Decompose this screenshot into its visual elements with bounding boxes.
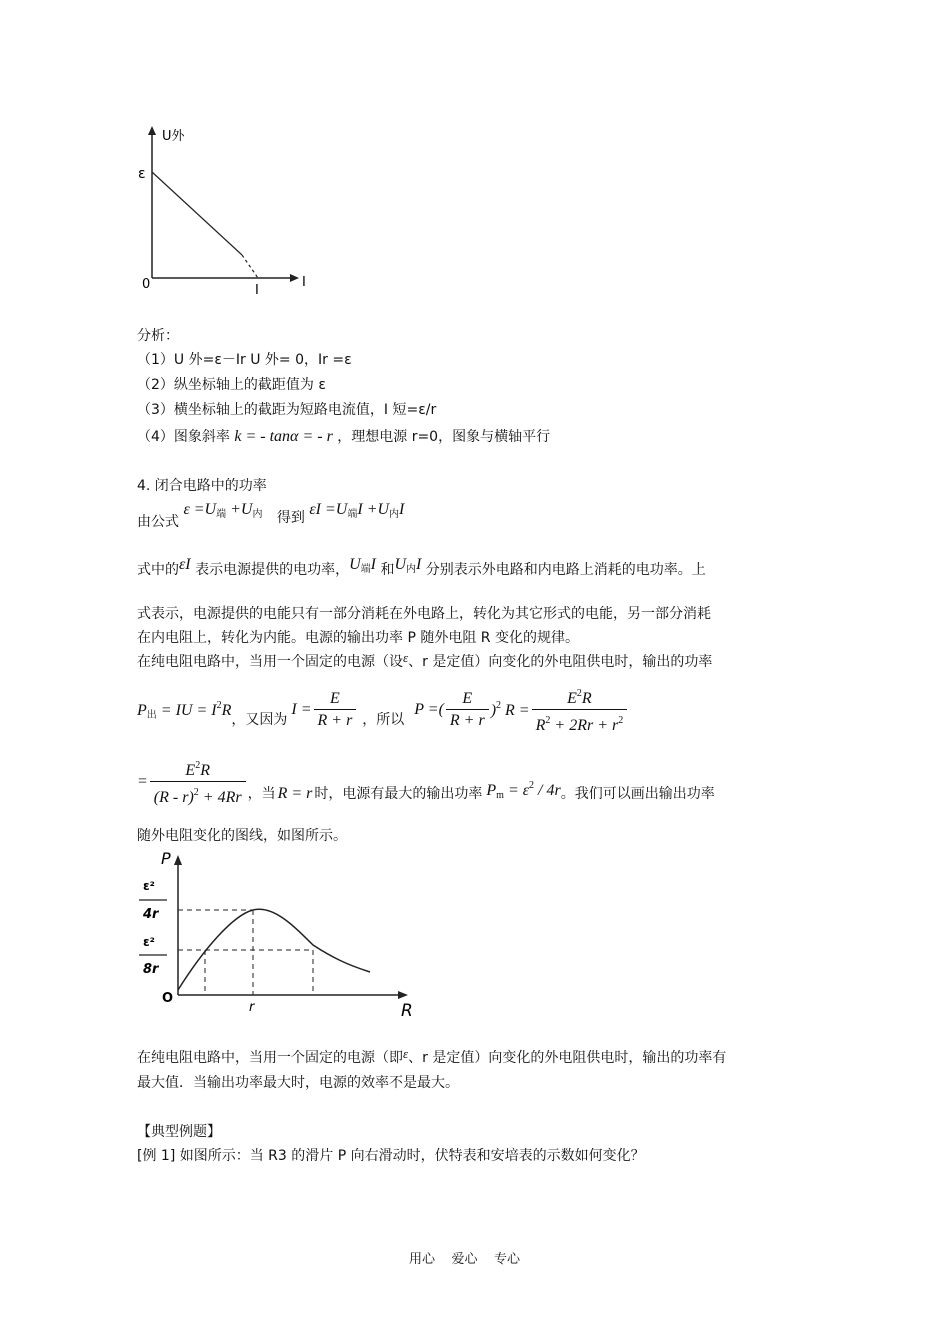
analysis-item-1: （1）U 外=ε－Ir U 外= 0，Ir =ε [137, 352, 352, 368]
eq-power-mid: )$^2$ R = [490, 700, 530, 719]
emf-current-symbol: εI [179, 556, 191, 573]
para1-line1 [137, 556, 706, 585]
eq-r-equals: R = r [277, 785, 313, 802]
para2-prefix: 在纯电阻电路中，当用一个固定的电源（设 [137, 654, 403, 670]
internal-power-symbol: $U_内I$ [394, 556, 422, 575]
analysis-item-4-suffix: ，理想电源 r=0，图象与横轴平行 [337, 429, 551, 445]
para3-suffix: 、r 是定值）向变化的外电阻供电时，输出的功率有 [408, 1050, 727, 1066]
p-axis-label: P [161, 850, 171, 868]
para3-line1 [137, 1048, 726, 1068]
origin-label: 0 [142, 277, 151, 292]
p-r-graph [133, 850, 433, 1025]
examples-heading: 【典型例题】 [137, 1124, 221, 1140]
formula-emf: $\varepsilon =U_端 +U_内$ [183, 501, 263, 520]
analysis-item-4 [137, 427, 550, 447]
example-1: [例 1] 如图所示：当 R3 的滑片 P 向右滑动时，伏特表和安培表的示数如何变化？ [137, 1148, 645, 1164]
section-4-title: 4. 闭合电路中的功率 [137, 478, 267, 494]
eq-equals: = [137, 773, 148, 790]
eq-so: ，所以 [362, 712, 405, 728]
para3-line2: 最大值．当输出功率最大时，电源的效率不是最大。 [137, 1075, 459, 1091]
half-y-label-den: 8r [143, 962, 159, 977]
u-axis-label: U外 [162, 129, 185, 144]
eq2-b: 时，电源有最大的输出功率 [314, 786, 483, 802]
eq-current-fraction: $\frac{E}{R + r}$ [314, 689, 357, 732]
peak-x-label: r [249, 1000, 255, 1015]
eq-power-expanded: $\frac{E^2R}{R^2 + 2Rr + r^2}$ [532, 684, 628, 737]
para1-b: 表示电源提供的电功率， [195, 562, 350, 578]
para1-a: 式中的 [137, 562, 179, 578]
epsilon-intercept-label: ε [138, 166, 146, 182]
peak-y-label-den: 4r [143, 907, 159, 922]
eq-current: I = [291, 701, 312, 718]
short-circuit-label: I [255, 283, 259, 298]
para1-d: 分别表示外电路和内电路上消耗的电功率。上 [425, 562, 706, 578]
equation-row-1 [137, 680, 629, 740]
analysis-item-4-prefix: （4）图象斜率 [137, 429, 230, 445]
equation-row-2 [137, 752, 715, 812]
para2-suffix: 、r 是定值）向变化的外电阻供电时，输出的功率 [408, 654, 713, 670]
eq-max-power: $P_m = \varepsilon^2 / 4r$ [486, 779, 561, 801]
epsilon-symbol: ε [403, 650, 409, 665]
analysis-heading: 分析： [137, 328, 179, 344]
u-i-graph [135, 120, 325, 300]
para1-line3: 在内电阻上，转化为内能。电源的输出功率 P 随外电阻 R 变化的规律。 [137, 630, 579, 646]
origin-o-label: O [162, 991, 174, 1006]
analysis-item-3: （3）横坐标轴上的截距为短路电流值，I 短=ε/r [137, 402, 437, 418]
i-axis-label: I [302, 275, 306, 290]
eq2-line2: 随外电阻变化的图线，如图所示。 [137, 828, 347, 844]
terminal-power-symbol: $U_端I$ [349, 556, 376, 575]
eq2-a: ，当 [247, 786, 276, 802]
formula-line [137, 500, 405, 530]
formula-middle: 得到 [276, 510, 305, 526]
epsilon-symbol-2: ε [403, 1046, 409, 1061]
eq-power-fraction: $\frac{E}{R + r}$ [446, 689, 489, 732]
eq-power-lhs: P =( [414, 701, 444, 718]
r-axis-label: R [401, 1001, 413, 1021]
eq-also: ，又因为 [231, 712, 288, 728]
analysis-item-2: （2）纵坐标轴上的截距值为 ε [137, 377, 326, 393]
footer-text: 用心 爱心 专心 [409, 1252, 521, 1267]
eq2-c: 。我们可以画出输出功率 [560, 786, 715, 802]
para2-line1 [137, 652, 712, 672]
slope-formula: k = - tanα = - r [234, 428, 333, 445]
peak-y-label-num: ε² [143, 879, 155, 893]
half-y-label-num: ε² [143, 935, 155, 949]
formula-prefix: 由公式 [137, 514, 179, 530]
para1-c: 和 [380, 562, 395, 578]
eq-power-rewritten: $\frac{E^2R}{(R - r)^2 + 4Rr}$ [150, 756, 246, 809]
para1-line2: 式表示，电源提供的电能只有一部分消耗在外电路上，转化为其它形式的电能，另一部分消耗 [137, 606, 711, 622]
formula-power: $\varepsilon I =U_端I +U_内I$ [309, 501, 405, 520]
para3-prefix: 在纯电阻电路中，当用一个固定的电源（即 [137, 1050, 403, 1066]
eq-output-power: $P_出$ = IU = $I^2R$ [137, 699, 232, 721]
